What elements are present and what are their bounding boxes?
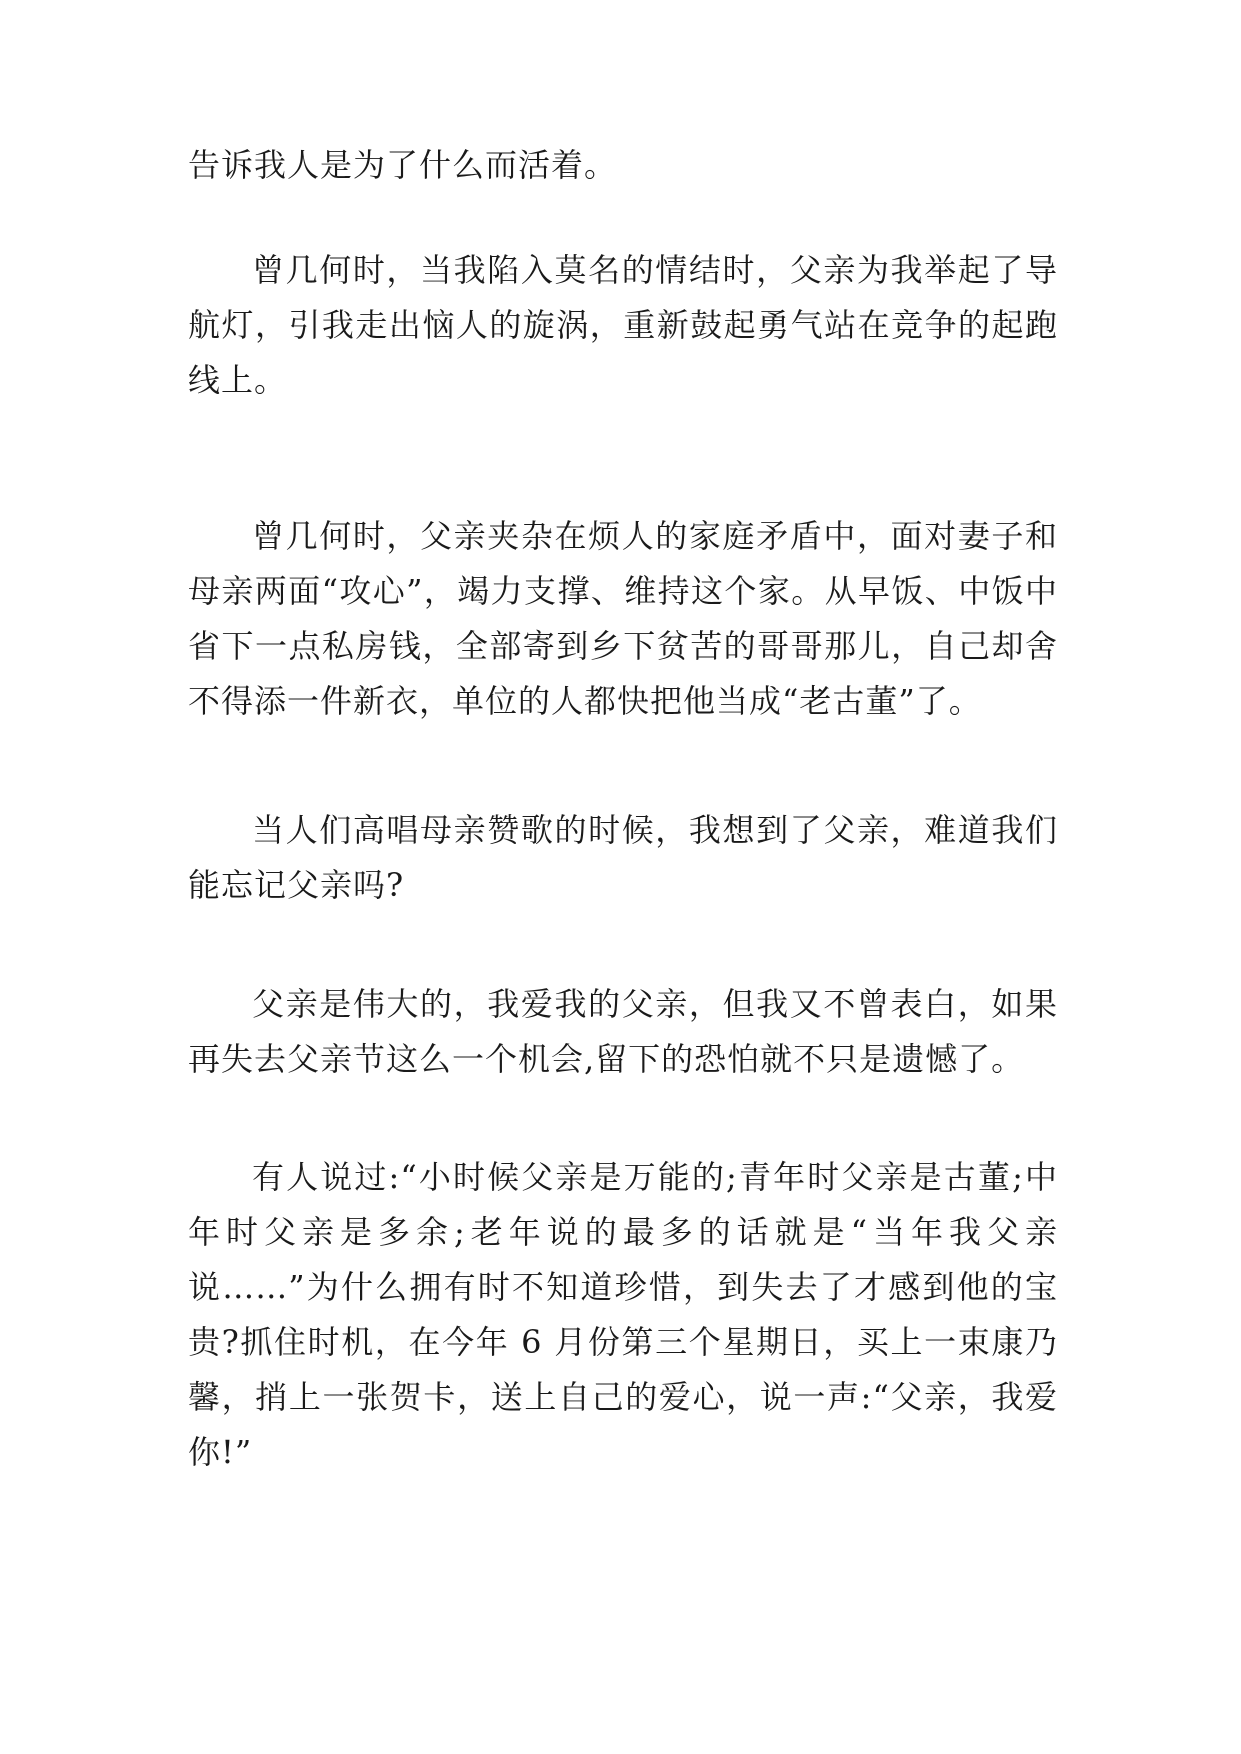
body-text xyxy=(188,509,1058,729)
body-text xyxy=(188,1150,1058,1480)
paragraph-6: 有人说过:“小时候父亲是万能的;青年时父亲是古董;中年时父亲是多余;老年说的最多的话就是“当年我父亲说……”为什么拥有时不知道珍惜，到失去了才感到他的宝贵?抓住时机，在今年 6 月份第三个星期日，买上一束康乃馨，捎上一张贺卡，送上自己的爱心，说一声:“父亲，我爱你!” xyxy=(188,1158,1058,1471)
body-text xyxy=(188,977,1058,1087)
paragraph-3: 曾几何时，父亲夹杂在烦人的家庭矛盾中，面对妻子和母亲两面“攻心”，竭力支撑、维持这个家。从早饭、中饭中省下一点私房钱，全部寄到乡下贫苦的哥哥那儿，自己却舍不得添一件新衣，单位的人都快把他当成“老古董”了。 xyxy=(188,517,1058,720)
paragraph-2: 曾几何时，当我陷入莫名的情结时，父亲为我举起了导航灯，引我走出恼人的旋涡，重新鼓起勇气站在竞争的起跑线上。 xyxy=(188,251,1058,399)
paragraph-5: 父亲是伟大的，我爱我的父亲，但我又不曾表白，如果再失去父亲节这么一个机会,留下的恐怕就不只是遗憾了。 xyxy=(188,985,1058,1078)
paragraph-4: 当人们高唱母亲赞歌的时候，我想到了父亲，难道我们能忘记父亲吗? xyxy=(188,811,1058,904)
body-text xyxy=(188,243,1058,408)
body-text xyxy=(188,803,1058,913)
paragraph-1: 告诉我人是为了什么而活着。 xyxy=(188,146,618,184)
body-text xyxy=(188,138,1058,193)
